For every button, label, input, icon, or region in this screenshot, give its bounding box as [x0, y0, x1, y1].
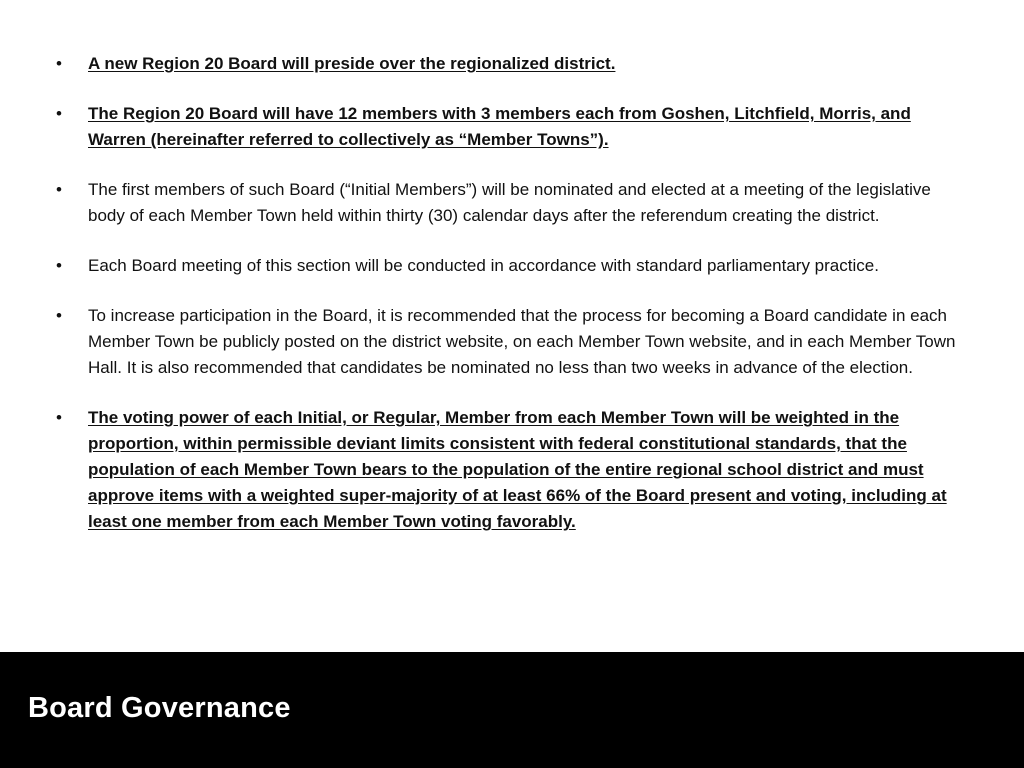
bullet-text-4: Each Board meeting of this section will be conducted in accordance with standard parliamentary practice. — [88, 256, 879, 275]
bullet-text-1: A new Region 20 Board will preside over the regionalized district. — [88, 54, 616, 73]
bullet-item-3 — [56, 177, 968, 229]
slide-title: Board Governance — [28, 692, 291, 724]
bullet-list — [56, 51, 968, 559]
bullet-item-2 — [56, 101, 968, 153]
bullet-marker: • — [56, 54, 62, 73]
bullet-item-6 — [56, 405, 968, 535]
bullet-text-6: The voting power of each Initial, or Regular, Member from each Member Town will be weighted in the proportion, within permissible deviant limits consistent with federal constitutional standards, that the population of each Member Town bears to the population of the entire regional school district and must approve items with a weighted super-majority of at least 66% of the Board present and voting, including at least one member from each Member Town voting favorably. — [88, 408, 947, 531]
bullet-marker: • — [56, 306, 62, 325]
bullet-marker: • — [56, 256, 62, 275]
bullet-marker: • — [56, 104, 62, 123]
bullet-marker: • — [56, 408, 62, 427]
bullet-text-3: The first members of such Board (“Initial Members”) will be nominated and elected at a meeting of the legislative body of each Member Town held within thirty (30) calendar days after the referendum creating the district. — [88, 180, 931, 225]
bullet-text-2: The Region 20 Board will have 12 members with 3 members each from Goshen, Litchfield, Morris, and Warren (hereinafter referred to collectively as “Member Towns”). — [88, 104, 911, 149]
footer-bar — [0, 652, 1024, 768]
bullet-item-1 — [56, 51, 968, 77]
bullet-text-5: To increase participation in the Board, it is recommended that the process for becoming a Board candidate in each Member Town be publicly posted on the district website, on each Member Town website, and in each Member Town Hall. It is also recommended that candidates be nominated no less than two weeks in advance of the election. — [88, 306, 956, 377]
bullet-marker: • — [56, 180, 62, 199]
bullet-item-4 — [56, 253, 968, 279]
bullet-item-5 — [56, 303, 968, 381]
